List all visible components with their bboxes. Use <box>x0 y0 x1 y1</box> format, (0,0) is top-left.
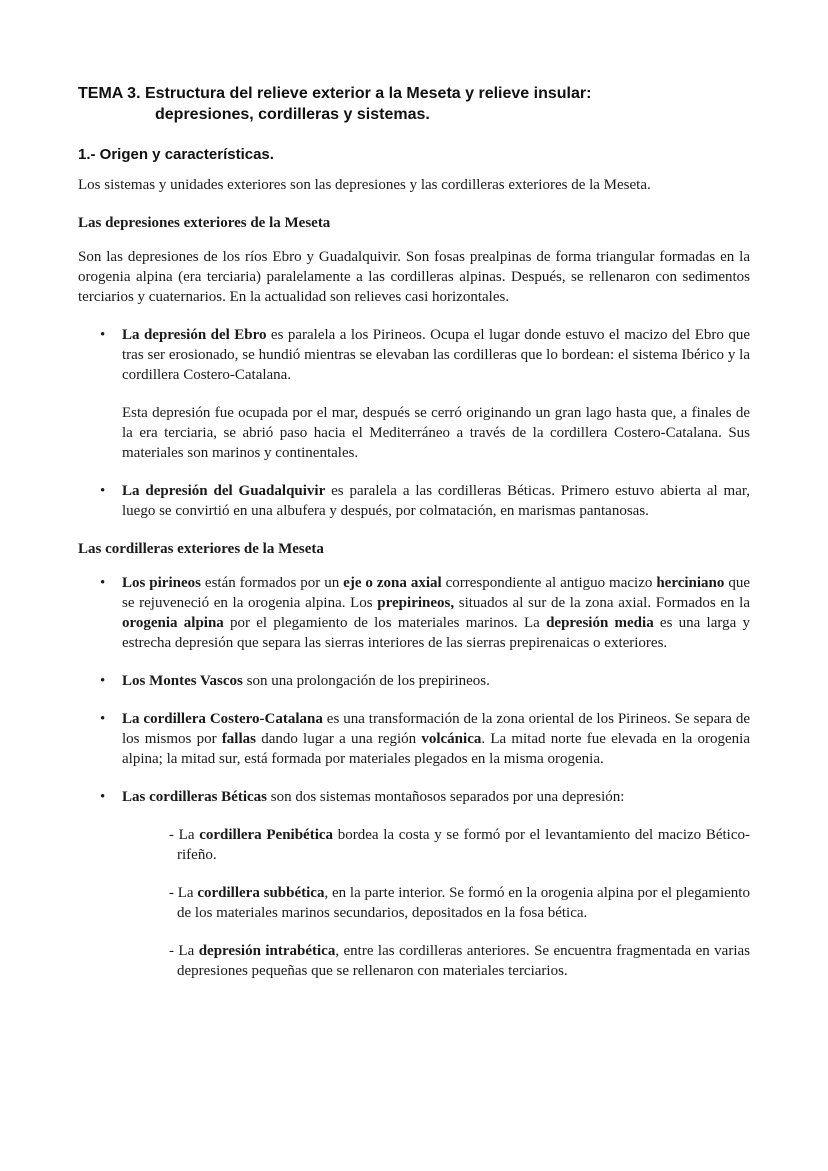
bold-text-segment: depresión media <box>546 615 654 631</box>
text-segment: dando lugar a una región <box>255 731 422 747</box>
bold-text-segment: orogenia alpina <box>122 615 224 631</box>
bullet-item <box>78 787 750 807</box>
text-segment: es una larga y estrecha depresión que separa las sierras interiores de las sierras prepirenaicas o exteriores. <box>122 615 750 651</box>
text-segment: - La <box>169 943 199 959</box>
subheading <box>78 213 750 233</box>
bold-text-segment: cordillera subbética <box>197 885 325 901</box>
dash-sub-item <box>169 883 750 923</box>
text-segment: - La <box>169 885 198 901</box>
bold-text-segment: Los pirineos <box>122 575 201 591</box>
bullet-marker-icon: • <box>100 673 106 689</box>
bullet-marker-icon: • <box>100 575 106 591</box>
bold-text-segment: La cordillera Costero-Catalana <box>122 711 323 727</box>
bold-text-segment: cordillera Penibética <box>199 827 334 843</box>
text-segment: son dos sistemas montañosos separados por una depresión: <box>266 789 625 805</box>
text-segment: , entre las cordilleras anteriores. Se encuentra fragmentada en varias depresiones pequeñas que se rellenaron con materiales terciarios. <box>177 943 751 979</box>
bold-text-segment: La depresión del Guadalquivir <box>122 483 326 499</box>
dash-sub-item <box>169 825 750 865</box>
document-title <box>78 83 750 125</box>
document-title-line-2: depresiones, cordilleras y sistemas. <box>155 106 430 123</box>
bold-text-segment: prepirineos, <box>377 595 455 611</box>
document-title-line-1: TEMA 3. Estructura del relieve exterior a la Meseta y relieve insular: <box>78 85 592 102</box>
text-segment: - La <box>169 827 200 843</box>
bold-text-segment: Los Montes Vascos <box>122 673 243 689</box>
bold-text-segment: herciniano <box>656 575 725 591</box>
text-segment: Los sistemas y unidades exteriores son las depresiones y las cordilleras exteriores de la Meseta. <box>78 177 651 193</box>
bullet-item <box>78 671 750 691</box>
bold-text-segment: eje o zona axial <box>343 575 442 591</box>
text-segment: Son las depresiones de los ríos Ebro y Guadalquivir. Son fosas prealpinas de forma triangular formadas en la orogenia alpina (era terciaria) paralelamente a las cordilleras alpinas. Después, se rellenaron con sedimentos terciarios y cuaternarios. En la actualidad son relieves casi horizontales. <box>78 249 750 305</box>
text-segment: están formados por un <box>200 575 344 591</box>
bold-text-segment: Las depresiones exteriores de la Meseta <box>78 215 331 231</box>
text-segment: , en la parte interior. Se formó en la orogenia alpina por el plegamiento de los materiales marinos secundarios, depositados en la fosa bética. <box>177 885 750 921</box>
text-segment: Esta depresión fue ocupada por el mar, después se cerró originando un gran lago hasta que, a finales de la era terciaria, se abrió paso hacia el Mediterráneo a través de la cordillera Costero-Catalana. Sus materiales son marinos y continentales. <box>122 405 750 461</box>
bullet-marker-icon: • <box>100 483 106 499</box>
text-segment: es paralela a las cordilleras Béticas. Primero estuvo abierta al mar, luego se convirtió en una albufera y después, por colmatación, en marismas pantanosas. <box>122 483 750 519</box>
text-segment: es una transformación de la zona oriental de los Pirineos. Se separa de los mismos por <box>122 711 750 747</box>
bullet-item <box>78 709 750 769</box>
text-segment: son una prolongación de los prepirineos. <box>242 673 490 689</box>
bullet-marker-icon: • <box>100 711 106 727</box>
bold-text-segment: depresión intrabética <box>198 943 336 959</box>
bullet-item <box>78 325 750 385</box>
bullet-marker-icon: • <box>100 789 106 805</box>
text-segment: situados al sur de la zona axial. Formados en la <box>454 595 750 611</box>
bullet-continuation-paragraph <box>122 403 750 463</box>
text-segment: bordea la costa y se formó por el levantamiento del macizo Bético-rifeño. <box>177 827 750 863</box>
paragraph <box>78 175 750 195</box>
bullet-item <box>78 573 750 653</box>
text-segment: por el plegamiento de los materiales marinos. La <box>223 615 547 631</box>
paragraph <box>78 247 750 307</box>
section-heading: 1.- Origen y características. <box>78 146 274 163</box>
bold-text-segment: fallas <box>221 731 256 747</box>
text-segment: . La mitad norte fue elevada en la orogenia alpina; la mitad sur, está formada por materiales plegados en la misma orogenia. <box>122 731 750 767</box>
bold-text-segment: Las cordilleras Béticas <box>122 789 267 805</box>
dash-sub-item <box>169 941 750 981</box>
document-body <box>78 175 750 981</box>
subheading <box>78 539 750 559</box>
text-segment: correspondiente al antiguo macizo <box>441 575 657 591</box>
text-segment: es paralela a los Pirineos. Ocupa el lugar donde estuvo el macizo del Ebro que tras ser erosionado, se hundió mientras se elevaban las cordilleras que lo bordean: el sistema Ibérico y la cordillera Costero-Catalana. <box>122 327 750 383</box>
bold-text-segment: volcánica <box>421 731 482 747</box>
text-segment: que se rejuveneció en la orogenia alpina. Los <box>122 575 750 611</box>
bold-text-segment: Las cordilleras exteriores de la Meseta <box>78 541 324 557</box>
bullet-item <box>78 481 750 521</box>
bullet-marker-icon: • <box>100 327 106 343</box>
bold-text-segment: La depresión del Ebro <box>122 327 267 343</box>
